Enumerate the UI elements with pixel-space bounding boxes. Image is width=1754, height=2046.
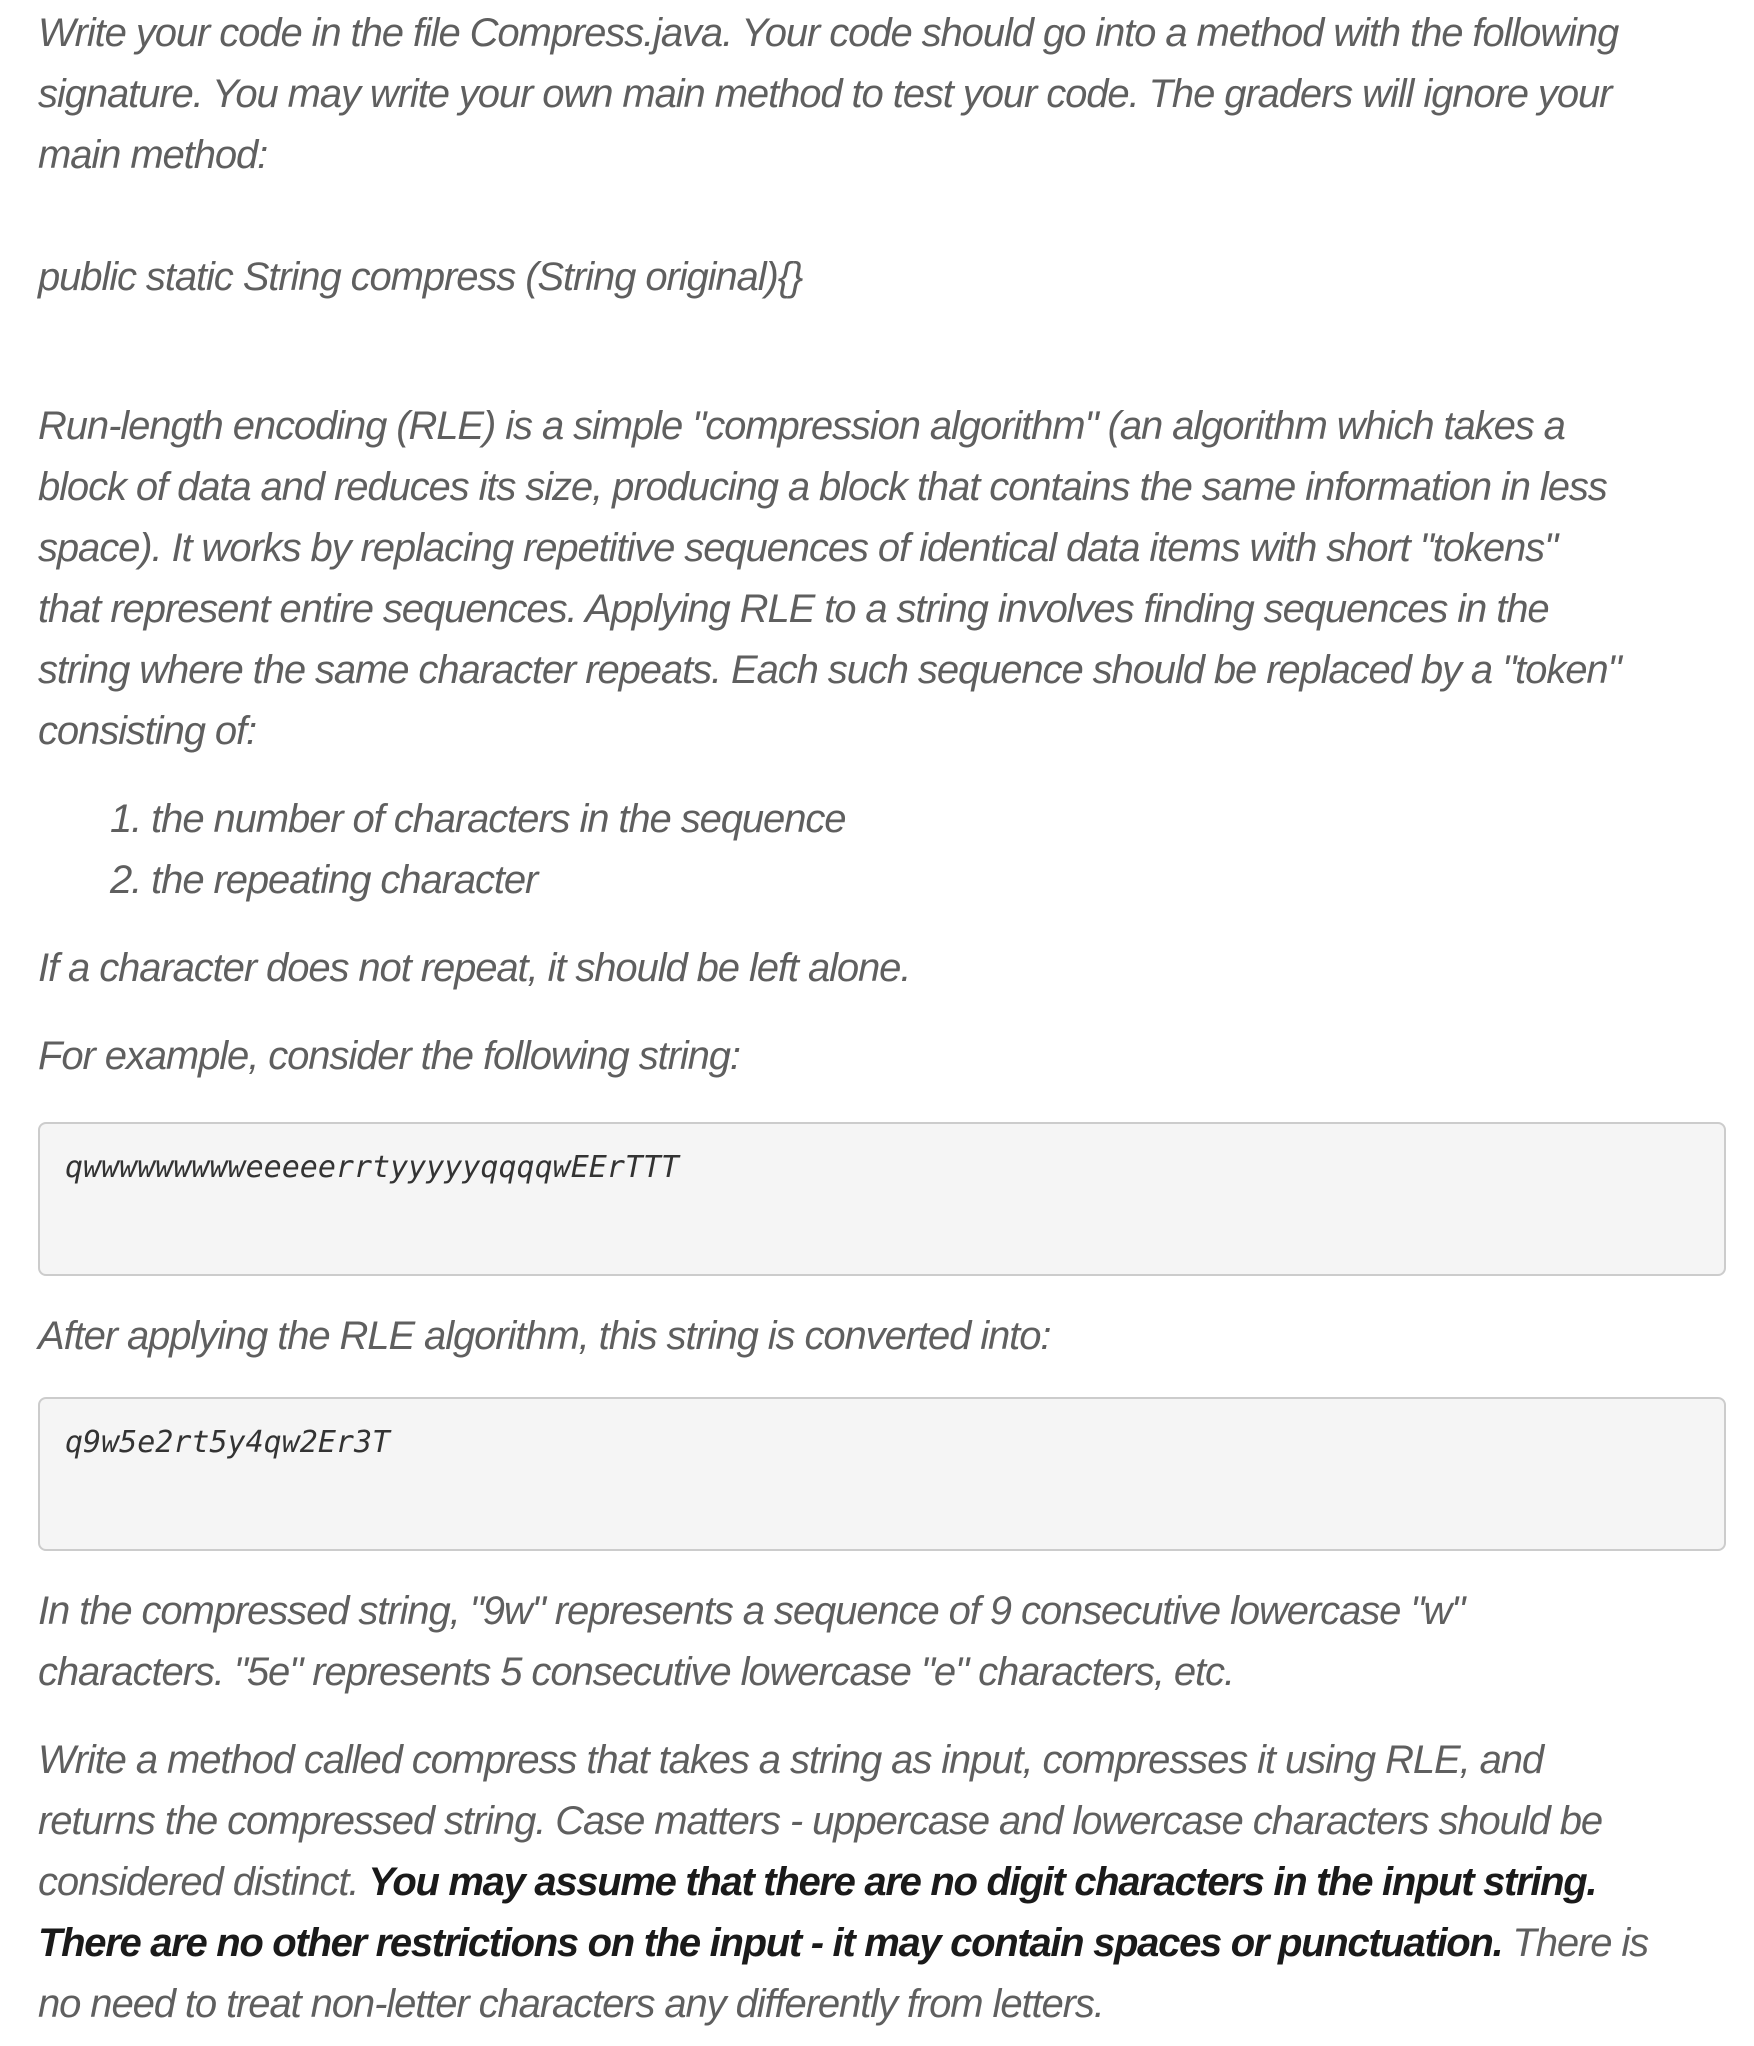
no-repeat-note: If a character does not repeat, it should be left alone. [38, 946, 911, 990]
explanation-paragraph [38, 1581, 1728, 1703]
list-item: 1. the number of characters in the sequence [110, 797, 846, 841]
after-text: After applying the RLE algorithm, this string is converted into: [38, 1314, 1051, 1358]
example-output-code: q9w5e2rt5y4qw2Er3T [65, 1425, 391, 1460]
task-line: Write a method called compress that takes a string as input, compresses it using RLE, and [38, 1738, 1544, 1782]
explanation-line: characters. "5e" represents 5 consecutive lowercase "e" characters, etc. [38, 1650, 1234, 1694]
task-text: considered distinct. [38, 1860, 369, 1904]
task-text: There is [1502, 1921, 1649, 1965]
task-line [38, 1913, 1728, 1974]
description-line: consisting of: [38, 709, 257, 753]
example-input-code: qwwwwwwwwweeeeerrtyyyyyqqqqwEErTTT [65, 1150, 680, 1185]
task-paragraph [38, 1730, 1728, 2035]
description-line: string where the same character repeats. Each such sequence should be replaced by a "token" [38, 648, 1621, 692]
input-restrictions-note: There are no other restrictions on the input - it may contain spaces or punctuation. [38, 1921, 1503, 1965]
description-line: Run-length encoding (RLE) is a simple "compression algorithm" (an algorithm which takes a [38, 404, 1565, 448]
intro-line: signature. You may write your own main method to test your code. The graders will ignore your [38, 72, 1612, 116]
rle-description-paragraph [38, 396, 1728, 762]
assignment-page [38, 0, 1728, 2035]
description-line: that represent entire sequences. Applying RLE to a string involves finding sequences in the [38, 587, 1549, 631]
task-line: returns the compressed string. Case matters - uppercase and lowercase characters should be [38, 1799, 1603, 1843]
token-parts-list [38, 789, 1728, 911]
task-line: no need to treat non-letter characters any differently from letters. [38, 1982, 1104, 2026]
explanation-line: In the compressed string, "9w" represents a sequence of 9 consecutive lowercase "w" [38, 1589, 1465, 1633]
description-line: block of data and reduces its size, producing a block that contains the same information in less [38, 465, 1607, 509]
list-item: 2. the repeating character [110, 858, 538, 902]
example-input-code-block [38, 1122, 1726, 1276]
intro-line: Write your code in the file Compress.java. Your code should go into a method with the following [38, 11, 1619, 55]
no-digits-assumption: You may assume that there are no digit characters in the input string. [368, 1860, 1597, 1904]
description-line: space). It works by replacing repetitive sequences of identical data items with short "tokens" [38, 526, 1558, 570]
example-output-code-block [38, 1397, 1726, 1551]
intro-line: main method: [38, 133, 268, 177]
method-signature: public static String compress (String original){} [38, 255, 803, 299]
task-line [38, 1852, 1728, 1913]
intro-paragraph [38, 0, 1728, 186]
example-intro: For example, consider the following string: [38, 1034, 740, 1078]
